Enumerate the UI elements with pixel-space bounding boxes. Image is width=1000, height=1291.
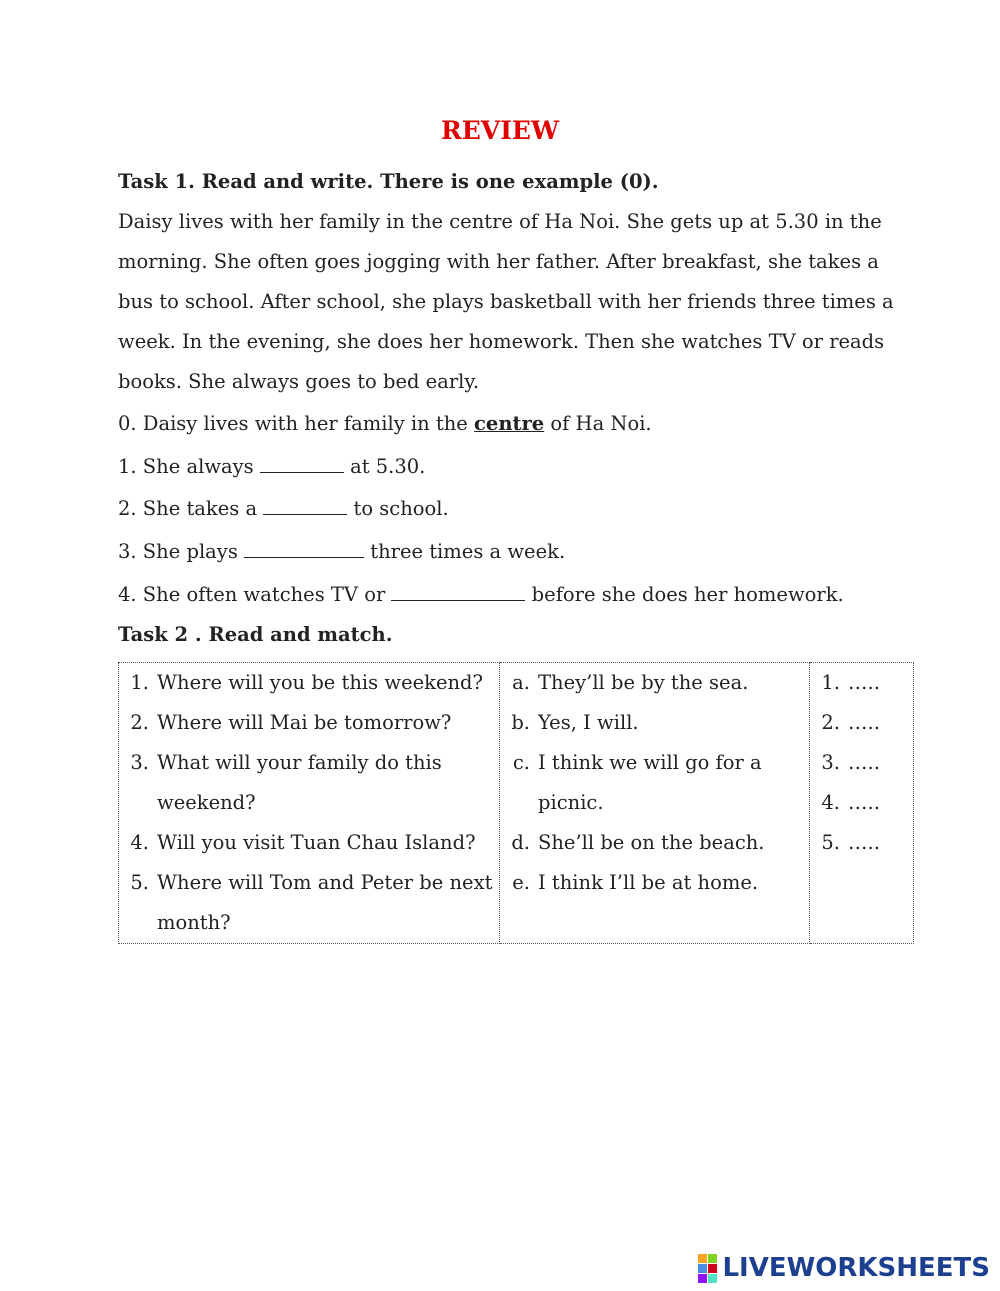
- question-text: Where will Mai be tomorrow?: [157, 711, 452, 734]
- key-item[interactable]: [810, 743, 913, 783]
- passage-line: bus to school. After school, she plays basketball with her friends three times a: [118, 290, 894, 313]
- key-number: 2.: [821, 711, 840, 734]
- question-text: at 5.30.: [343, 455, 426, 478]
- key-item[interactable]: [810, 823, 913, 863]
- match-table: [118, 662, 914, 944]
- key-blank[interactable]: …..: [848, 671, 880, 694]
- liveworksheets-logo: [698, 1253, 990, 1283]
- task1-heading: Task 1. Read and write. There is one example (0).: [118, 170, 659, 193]
- question-text: Where will Tom and Peter be next: [157, 871, 493, 894]
- match-answer: [500, 823, 809, 863]
- match-question: [119, 663, 499, 703]
- key-number: 1.: [821, 671, 840, 694]
- question-text: What will your family do this: [157, 751, 442, 774]
- answer-blank[interactable]: [244, 540, 364, 558]
- answer-letter: e.: [512, 871, 530, 894]
- answer-text: I think I’ll be at home.: [538, 871, 759, 894]
- question-number: 2.: [130, 711, 149, 734]
- passage-line: books. She always goes to bed early.: [118, 370, 480, 393]
- match-question: [119, 703, 499, 743]
- question-list: [119, 663, 499, 943]
- answer-list: [500, 663, 809, 903]
- question-text: three times a week.: [364, 540, 566, 563]
- logo-tile: [698, 1264, 707, 1273]
- passage-line: week. In the evening, she does her homework. Then she watches TV or reads: [118, 330, 885, 353]
- example-before: 0. Daisy lives with her family in the: [118, 412, 475, 435]
- answer-blank[interactable]: [263, 497, 347, 515]
- answer-letter: d.: [511, 831, 530, 854]
- answer-blank[interactable]: [391, 583, 525, 601]
- key-blank[interactable]: …..: [848, 791, 880, 814]
- key-item[interactable]: [810, 663, 913, 703]
- logo-tile: [708, 1264, 717, 1273]
- logo-tile: [708, 1254, 717, 1263]
- key-item[interactable]: [810, 703, 913, 743]
- key-list: [810, 663, 913, 863]
- key-column: [810, 663, 914, 944]
- passage-line: morning. She often goes jogging with her father. After breakfast, she takes a: [118, 250, 879, 273]
- match-question: [119, 823, 499, 863]
- question-text: 1. She always: [118, 455, 260, 478]
- question-number: 1.: [130, 671, 149, 694]
- question-text-continued: month?: [157, 911, 231, 934]
- question-text: 4. She often watches TV or: [118, 583, 392, 606]
- example-answer: centre: [474, 412, 545, 435]
- answer-blank[interactable]: [260, 455, 344, 473]
- key-blank[interactable]: …..: [848, 831, 880, 854]
- question-text: Will you visit Tuan Chau Island?: [157, 831, 476, 854]
- example-after: of Ha Noi.: [544, 412, 652, 435]
- match-answer: [500, 703, 809, 743]
- question-text: Where will you be this weekend?: [157, 671, 483, 694]
- logo-tile: [698, 1274, 707, 1283]
- task2-heading: Task 2 . Read and match.: [118, 623, 393, 646]
- key-number: 4.: [821, 791, 840, 814]
- logo-tile: [708, 1274, 717, 1283]
- match-question: [119, 743, 499, 783]
- question-text-continued: weekend?: [157, 791, 256, 814]
- answer-text: I think we will go for a: [538, 751, 762, 774]
- question-number: 3.: [130, 751, 149, 774]
- question-text: before she does her homework.: [525, 583, 844, 606]
- match-answer: [500, 663, 809, 703]
- match-question: [119, 863, 499, 903]
- question-item-3: [118, 540, 565, 563]
- answer-text: Yes, I will.: [538, 711, 639, 734]
- answer-text: She’ll be on the beach.: [538, 831, 765, 854]
- logo-tile: [698, 1254, 707, 1263]
- question-item-4: [118, 583, 844, 606]
- key-blank[interactable]: …..: [848, 711, 880, 734]
- answer-letter: b.: [511, 711, 530, 734]
- question-text: 2. She takes a: [118, 497, 264, 520]
- key-item[interactable]: [810, 783, 913, 823]
- match-answer: [500, 863, 809, 903]
- answer-letter: c.: [512, 751, 530, 774]
- questions-column: [119, 663, 500, 944]
- answer-text-continued: picnic.: [538, 791, 604, 814]
- logo-text: LIVEWORKSHEETS: [722, 1253, 990, 1283]
- key-number: 3.: [821, 751, 840, 774]
- example-sentence: [118, 412, 652, 435]
- key-number: 5.: [821, 831, 840, 854]
- answers-column: [500, 663, 810, 944]
- question-item-2: [118, 497, 449, 520]
- question-number: 4.: [130, 831, 149, 854]
- key-blank[interactable]: …..: [848, 751, 880, 774]
- match-answer: [500, 743, 809, 783]
- logo-icon: [698, 1254, 717, 1283]
- answer-letter: a.: [512, 671, 530, 694]
- question-item-1: [118, 455, 425, 478]
- question-text: to school.: [347, 497, 449, 520]
- page-title: REVIEW: [440, 116, 560, 145]
- passage-line: Daisy lives with her family in the centre of Ha Noi. She gets up at 5.30 in the: [118, 210, 882, 233]
- question-number: 5.: [130, 871, 149, 894]
- question-text: 3. She plays: [118, 540, 245, 563]
- answer-text: They’ll be by the sea.: [538, 671, 749, 694]
